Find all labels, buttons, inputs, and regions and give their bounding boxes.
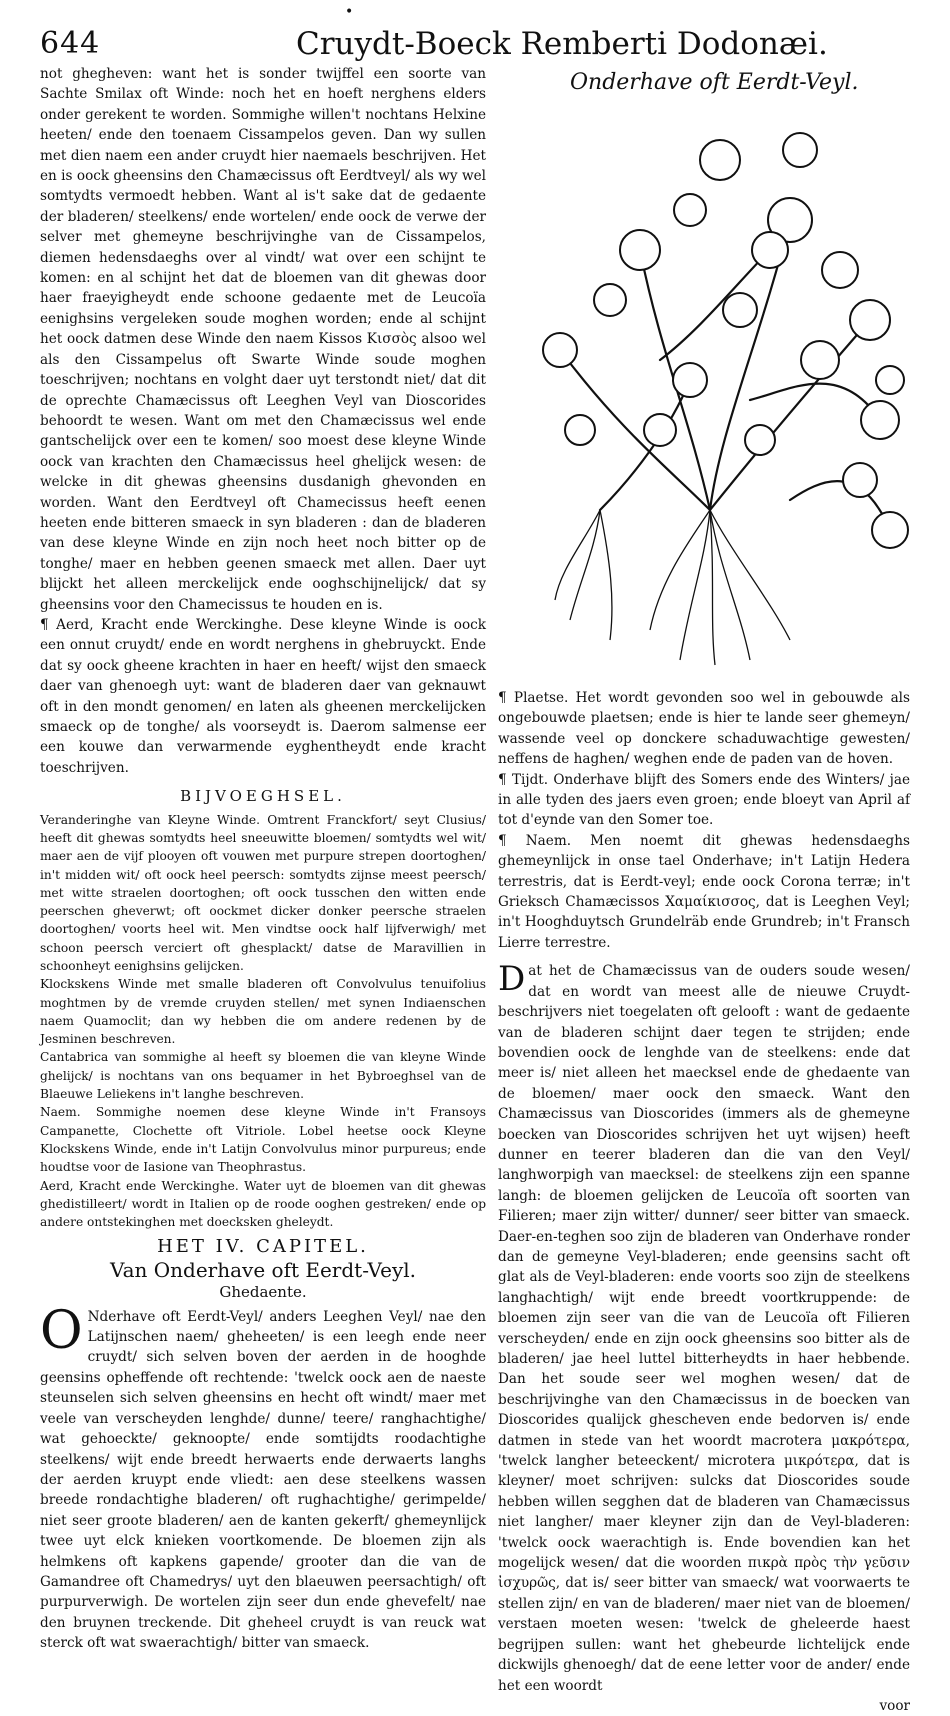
naem-paragraph: ¶ Naem. Men noemt dit ghewas hedensdaeghs ghemeynlijck in onse tael Onderhave; in't Latijn Hedera terrestris, dat is Eerdt-veyl; ende oock Corona terræ; in't Grieksch Chamæcissos Χαμαίκισσος, dat is Leeghen Veyl; in't Hooghduytsch Grundelräb ende Grundreb; in't Fransch Lierre terrestre. bbox=[498, 832, 910, 951]
bijvoeghsel-heading: BIJVOEGHSEL. bbox=[180, 787, 346, 806]
discussion-text: at het de Chamæcissus van de ouders soude wesen/ dat en wordt van meest alle de nieuwe Cruydt-beschrijvers niet toegelaten oft gelooft : want de gedaente van de bladeren schijnt daer tegen te strijden; ende bovendien oock de lenghde van de steelkens: ende dat meer is/ niet alleen het maecksel ende de ghedaente van de bloemen/ maer oock den smaeck. Want den Chamæcissus van Dioscorides (immers als de ghemeyne boecken van Dioscorides schrijven het uyt wijsen) heeft dunner en teerer bladeren dan die van den Veyl/ langhworpigh van maecksel: de steelkens zijn een spanne langh: de bloemen gelijcken de Leucoïa oft soorten van Filieren; maer zijn witter/ dunner/ seer bitter van smaeck. Daer-en-teghen soo zijn de bladeren van Onderhave ronder dan de gemeyne Veyl-bladeren; ende geensins sacht oft glat als de Veyl-bladeren: ende voorts soo zijn de steelkens langhachtigh/ wijt ende breedt voortkruppende: de bloemen zijn seer van die van de Leucoïa oft Filieren verscheyden/ ende en zijn oock gheensins soo bitter als de bladeren/ jae heel luttel bitterheydts in haer hebbende. Dan het soude seer wel moghen wesen/ dat de beschrijvinghe van den Chamæcissus in de boecken van Dioscorides qualijck ghescheven ende bedorven is/ ende datmen in stede van het woordt macrotera μακρότερα, 'twelck langher beteeckent/ microtera μικρότερα, dat is kleyner/ moet schrijven: sulcks dat Dioscorides soude hebben willen segghen dat de bladeren van Chamæcissus niet langher/ maer kleyner zijn dan de Veyl-bladeren: 'twelck oock waerachtigh is. Ende bovendien kan het mogelijck wesen/ dat die woorden πικρὰ πρὸς τὴν γεῦσιν ἰσχυρῶς, dat is/ seer bitter van smaeck/ wat voorwaerts te stellen zijn/ en van de bladeren/ maer niet van de bloemen/ verstaen moeten wesen: 'twelck de gheleerde haest begrijpen sullen: want het ghebeurde lichtelijck ende dickwijls ghenoegh/ dat de eene letter voor de ander/ ende het een woordt bbox=[498, 963, 910, 1694]
discussion-paragraph bbox=[498, 961, 910, 1696]
bijvoeghsel-paragraph: Naem. Sommighe noemen dese kleyne Winde in't Fransoys Campanette, Clochette oft Vitriole. Lobel heetse oock Kleyne Klockskens Winde, ende in't Latijn Convolvulus minor purpureus; ende houdtse voor de Iasione van Theophrastus. bbox=[40, 1105, 486, 1175]
tijdt-paragraph: ¶ Tijdt. Onderhave blijft des Somers ende des Winters/ jae in alle tyden des jaers even groen; ende bloeyt van April af tot d'eynde van den Somer toe. bbox=[498, 771, 910, 829]
running-title: Cruydt-Boeck Remberti Dodonæi. bbox=[296, 26, 828, 62]
bijvoeghsel-paragraph: Klockskens Winde met smalle bladeren oft Convolvulus tenuifolius moghtmen by de vremde cruyden stellen/ met synen Indiaenschen naem Quamoclit; dan wy hebben die om andere redenen by de Jesminen beschreven. bbox=[40, 977, 486, 1047]
chapter-number: HET IV. CAPITEL. bbox=[157, 1236, 369, 1258]
bijvoeghsel-paragraph: Cantabrica van sommighe al heeft sy bloemen die van kleyne Winde ghelijck/ is nochtans van ons bequamer in het Bybroeghsel van de Blaeuwe Leliekens in't langhe beschreven. bbox=[40, 1050, 486, 1102]
plaetse-paragraph: ¶ Plaetse. Het wordt gevonden soo wel in gebouwde als ongebouwde plaetsen; ende is hier te lande seer ghemeyn/ wassende veel op donckere schaduwachtige gewesten/ neffens de haghen/ weghen ende de paden van de hoven. bbox=[498, 690, 910, 768]
page-header bbox=[40, 4, 920, 62]
text-paragraph: not ghegheven: want het is sonder twijffel een soorte van Sachte Smilax oft Winde: noch het en hoeft nerghens elders onder gerekent te worden. Sommighe willen't nochtans Helxine heeten/ ende den toenaem Cissampelos geven. Dan wy sullen met dien naem een ander cruydt hier naemaels beschrijven. Het en is oock gheensins den Chamæcissus oft Eerdtveyl/ als wy wel somtydts vermoedt hebben. Want al is't sake dat de gedaente der bladeren/ steelkens/ ende wortelen/ ende oock de verwe der selver met ghemeyne beschrijvinghe van de Cissampelos, diemen hedensdaeghs over al vindt/ wat over een schijnt te komen: en al schijnt het dat de bloemen van dit ghewas door haer fraeyigheydt ende schoone gedaente met de Leucoïa eenighsins vergeleken soude moghen worden; ende al schijnt het oock datmen dese Winde den naem Kissos Κισσὸς alsoo wel als den Cissampelus oft Swarte Winde soude moghen toeschrijven; nochtans en volght daer uyt terstondt niet/ dat dit de oprechte Chamæcissus oft Leeghen Veyl van Dioscorides behoordt te wesen. Want om met den Chamæcissus wel ende gantschelijck over een te komen/ soo moest dese kleyne Winde oock van krachten den Chamæcissus heel ghelijck wesen: de welcke in dit ghewas gheensins dusdanigh ghevonden en worden. Want den Eerdtveyl oft Chamecissus heeft eenen heeten ende bitteren smaeck in syn bladeren : dan de bladeren van dese kleyne Winde en zijn noch heet noch bitter op de tonghe/ maer en hebben geenen smaeck met allen. Daer uyt blijckt het alleen merckelijck ende ooghschijnelijck/ dat sy gheensins voor den Chamecissus te houden en is. bbox=[40, 66, 486, 613]
bijvoeghsel-paragraph: Aerd, Kracht ende Werckinghe. Water uyt de bloemen van dit ghewas ghedistilleert/ wordt in Italien op de roode ooghen gestreken/ ende op andere ontstekinghen met doecksken gheleydt. bbox=[40, 1178, 486, 1230]
ghedaente-heading: Ghedaente. bbox=[219, 1283, 307, 1302]
drop-cap: O bbox=[40, 1300, 83, 1361]
bijvoeghsel-paragraph: Veranderinghe van Kleyne Winde. Omtrent Franckfort/ seyt Clusius/ heeft dit ghewas somtydts heel sneeuwitte bloemen/ somtydts wel wit/ maer aen de vijf plooyen oft vouwen met purpure strepen doortoghen/ in't midden wit/ oft oock heel peersch: somtydts zijnse meest peersch/ met witte straelen doortoghen; oft oock tusschen den witten ende peerschen gheverwt; oft oockmet dicker donker peersche straelen doortoghen/ voorts heel wit. Men vindtse oock half lijfverwigh/ met schoon peersch verciert oft ghesplackt/ datse de Maravillien in schoonheyt eenighsins gelijcken. bbox=[40, 812, 486, 973]
chapter-title: Van Onderhave oft Eerdt-Veyl. bbox=[109, 1257, 416, 1282]
left-column bbox=[40, 64, 486, 1654]
drop-cap: D bbox=[498, 959, 526, 1000]
header-ornament: • bbox=[345, 4, 354, 20]
ground-ivy-woodcut bbox=[540, 100, 920, 670]
page-number: 644 bbox=[40, 26, 101, 61]
ghedaente-text: Nderhave oft Eerdt-Veyl/ anders Leeghen Veyl/ nae den Latijnschen naem/ gheheeten/ is een leegh ende neer cruydt/ sich selven boven der aerden in de hooghde geensins opheffende oft rechtende: 'twelck oock aen de naeste steunselen sich selven gheensins en hecht oft windt/ maer met veele van verscheyden lenghde/ dunne/ teere/ ranghachtighe/ wat gehoeckte/ geknoopte/ ende somtijdts roodachtighe steelkens/ wijt ende breedt herwaerts ende derwaerts langhs der aerden kruypt ende vliedt: aen dese steelkens wassen breede rondachtighe bladeren/ oft rughachtighe/ gerimpelde/ niet seer groote bladeren/ aen de kanten gekerft/ ghemeynlijck twee uyt elck knieken voortkomende. De bloemen zijn als helmkens oft kapkens gapende/ grooter dan die van de Gamandree oft Chamedrys/ uyt den blaeuwen peersachtigh/ oft purpurverwigh. De wortelen zijn seer dun ende ghevefelt/ nae den bruynen treckende. Dit gheheel cruydt is van reuck wat sterck oft wat swaerachtigh/ bitter van smaeck. bbox=[40, 1308, 486, 1652]
figure-caption: Onderhave oft Eerdt-Veyl. bbox=[570, 70, 859, 95]
ghedaente-paragraph bbox=[40, 1300, 486, 1654]
catchword: voor bbox=[879, 1697, 910, 1714]
right-column bbox=[498, 688, 910, 1716]
aerd-kracht-paragraph: ¶ Aerd, Kracht ende Werckinghe. Dese kleyne Winde is oock een onnut cruydt/ ende en wordt nerghens in ghebruyckt. Ende dat sy oock gheene krachten in haer en heeft/ wijst den smaeck daer van ghenoegh uyt: want de bladeren daer van geknauwt oft in den mondt genomen/ en laten als gheenen merckelijcken smaeck op de tonghe/ als voorseydt is. Daerom salmense eer een kouwe dan verwarmende eyghentheydt ende kracht toeschrijven. bbox=[40, 616, 486, 776]
